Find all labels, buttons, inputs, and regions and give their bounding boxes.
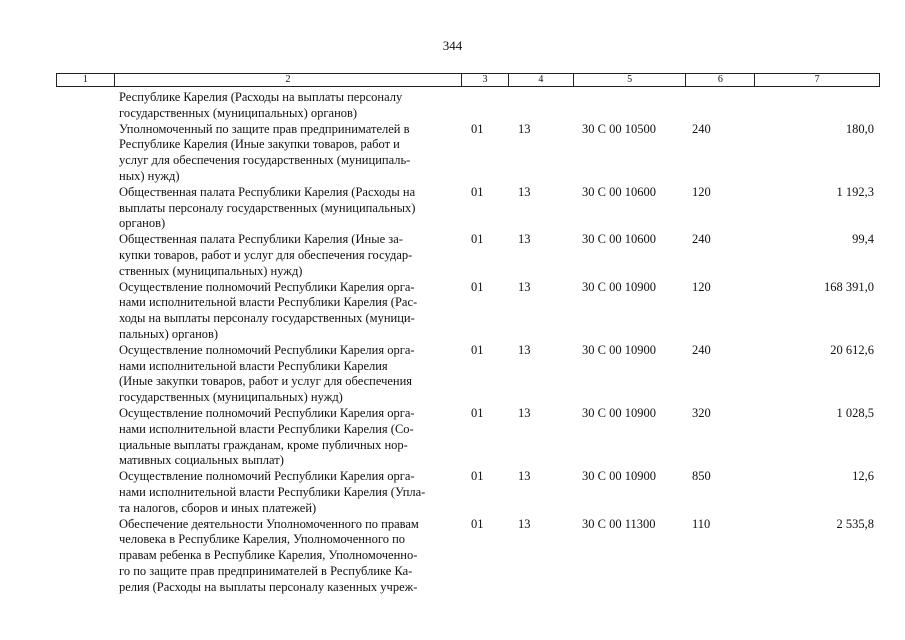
amount: 99,4 xyxy=(852,232,874,247)
target-article-code: 30 С 00 10500 xyxy=(582,121,656,136)
description-line: выплаты персоналу государственных (муниципальных) xyxy=(119,200,416,215)
amount: 12,6 xyxy=(852,469,874,484)
expense-type-code: 240 xyxy=(692,342,711,357)
subsection-code: 13 xyxy=(518,184,531,199)
table-row xyxy=(0,185,905,232)
subsection-code: 13 xyxy=(518,516,531,531)
description-line: нами исполнительной власти Республики Карелия (Упла- xyxy=(119,484,426,499)
table-row xyxy=(0,406,905,469)
row-description xyxy=(119,406,464,469)
description-line: государственных (муниципальных) нужд) xyxy=(119,390,343,405)
column-number-1: 1 xyxy=(57,74,115,86)
subsection-code: 13 xyxy=(518,232,531,247)
description-line: нами исполнительной власти Республики Карелия (Со- xyxy=(119,421,414,436)
description-line: та налогов, сборов и иных платежей) xyxy=(119,500,317,515)
description-line: услуг для обеспечения государственных (муниципаль- xyxy=(119,153,411,168)
row-description xyxy=(119,343,464,406)
description-line: го по защите прав предпринимателей в Республике Ка- xyxy=(119,563,413,578)
expense-type-code: 110 xyxy=(692,516,711,531)
description-line: ных) нужд) xyxy=(119,168,180,183)
section-code: 01 xyxy=(471,184,484,199)
description-line: Общественная палата Республики Карелия (Расходы на xyxy=(119,184,416,199)
description-line: Республике Карелия (Иные закупки товаров, работ и xyxy=(119,137,400,152)
column-number-5: 5 xyxy=(574,74,687,86)
target-article-code: 30 С 00 10900 xyxy=(582,279,656,294)
target-article-code: 30 С 00 10600 xyxy=(582,232,656,247)
subsection-code: 13 xyxy=(518,121,531,136)
amount: 168 391,0 xyxy=(824,279,874,294)
column-number-7: 7 xyxy=(814,74,820,85)
column-number-4: 4 xyxy=(509,74,574,86)
target-article-code: 30 С 00 10900 xyxy=(582,342,656,357)
amount: 2 535,8 xyxy=(836,516,874,531)
amount: 1 192,3 xyxy=(836,184,874,199)
description-line: циальные выплаты гражданам, кроме публичных нор- xyxy=(119,437,408,452)
description-line: нами исполнительной власти Республики Карелия (Рас- xyxy=(119,295,418,310)
description-line: Осуществление полномочий Республики Карелия орга- xyxy=(119,405,415,420)
description-line: (Иные закупки товаров, работ и услуг для обеспечения xyxy=(119,374,413,389)
row-description xyxy=(119,90,464,122)
section-code: 01 xyxy=(471,232,484,247)
description-line: человека в Республике Карелия, Уполномоченного по xyxy=(119,532,406,547)
table-row xyxy=(0,90,905,122)
section-code: 01 xyxy=(471,469,484,484)
column-number-header xyxy=(56,73,880,87)
description-line: купки товаров, работ и услуг для обеспечения государ- xyxy=(119,247,413,262)
description-line: Республике Карелия (Расходы на выплаты персоналу xyxy=(119,90,403,104)
expense-type-code: 120 xyxy=(692,279,711,294)
row-description xyxy=(119,122,464,185)
description-line: нами исполнительной власти Республики Карелия xyxy=(119,358,388,373)
section-code: 01 xyxy=(471,121,484,136)
target-article-code: 30 С 00 10900 xyxy=(582,469,656,484)
description-line: Обеспечение деятельности Уполномоченного по правам xyxy=(119,516,419,531)
section-code: 01 xyxy=(471,342,484,357)
expense-type-code: 320 xyxy=(692,405,711,420)
section-code: 01 xyxy=(471,516,484,531)
subsection-code: 13 xyxy=(518,469,531,484)
expense-type-code: 850 xyxy=(692,469,711,484)
expense-type-code: 240 xyxy=(692,121,711,136)
budget-table-body xyxy=(0,90,905,596)
subsection-code: 13 xyxy=(518,405,531,420)
description-line: государственных (муниципальных) органов) xyxy=(119,105,358,120)
row-description xyxy=(119,469,464,516)
description-line: ственных (муниципальных) нужд) xyxy=(119,263,303,278)
expense-type-code: 120 xyxy=(692,184,711,199)
expense-type-code: 240 xyxy=(692,232,711,247)
subsection-code: 13 xyxy=(518,279,531,294)
description-line: Общественная палата Республики Карелия (Иные за- xyxy=(119,232,403,247)
table-row xyxy=(0,343,905,406)
target-article-code: 30 С 00 10900 xyxy=(582,405,656,420)
description-line: Уполномоченный по защите прав предпринимателей в xyxy=(119,121,410,136)
table-row xyxy=(0,517,905,596)
column-number-2: 2 xyxy=(115,74,462,86)
amount: 1 028,5 xyxy=(836,405,874,420)
amount: 20 612,6 xyxy=(830,342,874,357)
table-row xyxy=(0,122,905,185)
description-line: пальных) органов) xyxy=(119,326,219,341)
description-line: правам ребенка в Республике Карелия, Уполномоченно- xyxy=(119,548,418,563)
target-article-code: 30 С 00 11300 xyxy=(582,516,656,531)
page-number: 344 xyxy=(442,38,463,53)
row-description xyxy=(119,280,464,343)
section-code: 01 xyxy=(471,405,484,420)
row-description xyxy=(119,517,464,596)
description-line: релия (Расходы на выплаты персоналу казенных учреж- xyxy=(119,579,418,594)
description-line: Осуществление полномочий Республики Карелия орга- xyxy=(119,469,415,484)
subsection-code: 13 xyxy=(518,342,531,357)
table-row xyxy=(0,469,905,516)
table-row xyxy=(0,232,905,279)
column-number-3: 3 xyxy=(462,74,509,86)
description-line: Осуществление полномочий Республики Карелия орга- xyxy=(119,342,415,357)
section-code: 01 xyxy=(471,279,484,294)
description-line: органов) xyxy=(119,216,166,231)
description-line: мативных социальных выплат) xyxy=(119,453,284,468)
description-line: Осуществление полномочий Республики Карелия орга- xyxy=(119,279,415,294)
target-article-code: 30 С 00 10600 xyxy=(582,184,656,199)
description-line: ходы на выплаты персоналу государственных (муници- xyxy=(119,311,415,326)
row-description xyxy=(119,185,464,232)
table-row xyxy=(0,280,905,343)
column-number-6: 6 xyxy=(686,74,755,86)
row-description xyxy=(119,232,464,279)
amount: 180,0 xyxy=(845,121,874,136)
